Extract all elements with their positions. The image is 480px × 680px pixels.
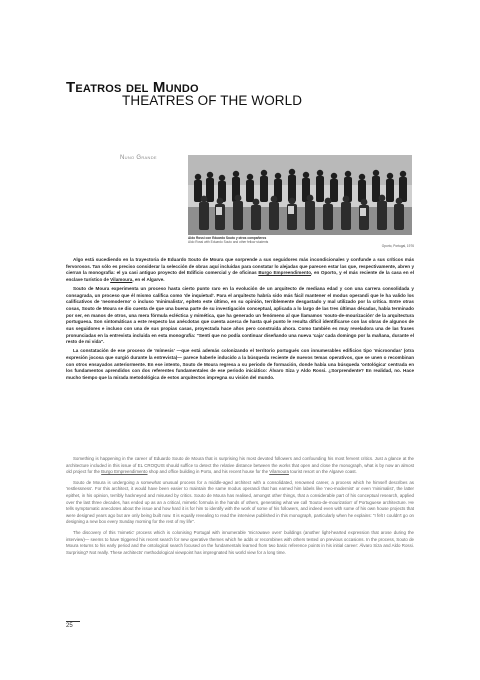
title-english: THEATRES OF THE WORLD — [122, 93, 303, 108]
burgo-link-en: Burgo Empreendimento — [101, 469, 148, 475]
page-number: 25 — [66, 623, 73, 629]
spanish-paragraph-1: Algo está sucediendo en la trayectoria de Eduardo Souto de Moura que sorprende a sus seguidores más incondicionales y confunde a sus críticos más fervorosos. Tan sólo es preciso considerar la selección de obras aquí incluidas para constatar lo alejadas que parecen estar las que, respectivamente, abren y cierran la monografía: el ya casi antiguo proyecto del Edificio comercial y de oficinas Burgo Empreendimento, en Oporto, y el más reciente de la casa en el enclave turístico de Vilamoura, en el Algarve. — [66, 257, 414, 283]
photo-caption — [188, 236, 414, 248]
english-paragraph-2: Souto de Moura is undergoing a somewhat unusual process for a middle-aged architect with a consolidated, renowned career, a process which he himself describes as 'restlessness'. For this architect, it would have been easier to maintain the same modus operandi that has earned him labels like 'neo-modernist' or even 'minimalist', the latter epithet, in his opinion, terribly hackneyed and misused by critics. Souto de Moura has realised, amongst other things, that a considerable part of his conceptual research, applied over the last three decades, has ended up as an a critical, mimetic formula in the hands of others, generating what we call 'Souto-de-mourization' of Portuguese architecture. He tells symptomatic anecdotes about the issue and how hard it is for him to identify with the work of some of his followers, and indeed even with some of his own house projects that were designed years ago but are only being built now. It is equally revealing to read the interview published in this monograph, particularly when he explains: "I felt I couldn't go on designing a new box every Sunday morning for the rest of my life". — [66, 479, 414, 525]
burgo-link: Burgo Empreendimento — [258, 270, 312, 276]
spanish-text — [66, 257, 414, 384]
vilamoura-link: Vilamoura — [110, 277, 133, 283]
spanish-paragraph-3: La constatación de ese proceso de 'mímesis' —que está además colonizando el territorio portugués con innumerables edificios tipo 'microondas' (otra expresión jocosa que surgió durante la entrevista)— parece haberle inducido a la búsqueda reciente de nuevos temas operativos, que se unen o recombinan con otros ensayados anteriormente. En ese intento, Souto de Moura regresa a su periodo de formación, donde había una búsqueda 'ontológica' centrada en los fundamentos aprendidos con dos referentes fundamentales de ese periodo iniciático: Álvaro Siza y Aldo Rossi. ¿Sorprendente? En realidad, no. Hace mucho tiempo que la mirada metodológica de estos arquitectos impregna su visión del mundo. — [66, 348, 414, 380]
group-photo — [188, 155, 412, 235]
caption-spanish: Aldo Rossi con Eduardo Souto y otros compañeros — [188, 236, 267, 240]
english-text — [66, 456, 414, 560]
vilamoura-link-en: Vilamoura — [269, 469, 289, 475]
author-name: Nuno Grande — [120, 155, 157, 161]
caption-english: Aldo Rossi with Eduardo Souto and other fellow students — [188, 240, 269, 244]
caption-credit: Oporto, Portugal, 1976 — [381, 244, 414, 248]
page-number-rule — [66, 621, 80, 622]
spanish-paragraph-2: Souto de Moura experimenta un proceso hasta cierto punto raro en la evolución de un arquitecto de mediana edad y con una carrera consolidada y consagrada, un proceso que él mismo califica como 'de inquietud'. Para el arquitecto habría sido más fácil mantener el modus operandi que le ha valido los calificativos de 'neomoderno' o incluso 'minimalista', epíteto este último, en su opinión, terriblemente desgastado y mal utilizado por la crítica. Entre otras cosas, Souto de Moura se dio cuenta de que una buena parte de su investigación conceptual, aplicada a lo largo de las tres últimas décadas, había terminado por ser, en manos de otros, una mera fórmula ecléctica y mimética, que ha generado un fenómeno al que llamamos 'souto-de-mourización' de la arquitectura portuguesa. Son sintomáticas a este respecto las anécdotas que cuenta acerca de hasta qué punto le resulta difícil identificarse con las obras de algunos de sus seguidores e incluso con una de sus propias casas, proyectada hace años pero construida ahora. Como también es muy reveladora una de las frases pronunciadas en la entrevista incluida en esta monografía: "Sentí que no podía continuar diseñando una nueva 'caja' cada domingo por la mañana, durante el resto de mi vida". — [66, 285, 414, 345]
title-spanish: Teatros del Mundo — [66, 79, 199, 96]
english-paragraph-3: The discovery of this 'mimetic' process which is colonising Portugal with innumerable 'microwave oven' buildings (another light-hearted expression that arose during the interview)— seems to have triggered his recent search for new operative themes which he adds or recombines with others tested on previous occasions. In the process, Souto de Moura returns to his early period and the ontological search focused on the fundamentals learned from two basic reference points in his initial career: Álvaro Siza and Aldo Rossi. Surprising? Not really. These architects' methodological viewpoint has impregnated his world view for a long time. — [66, 529, 414, 555]
english-paragraph-1: Something is happening in the career of Eduardo Souto de Moura that is surprising his most devoted followers and confounding his most fervent critics. Just a glance at the architecture included in this issue of EL CROQUIS should suffice to detect the relative distance between the works that open and close the monograph, what is by now an almost old project for the Burgo Empreendimento shop and office building in Porto, and his recent house for the Vilamoura tourist resort on the Algarve coast. — [66, 456, 414, 475]
